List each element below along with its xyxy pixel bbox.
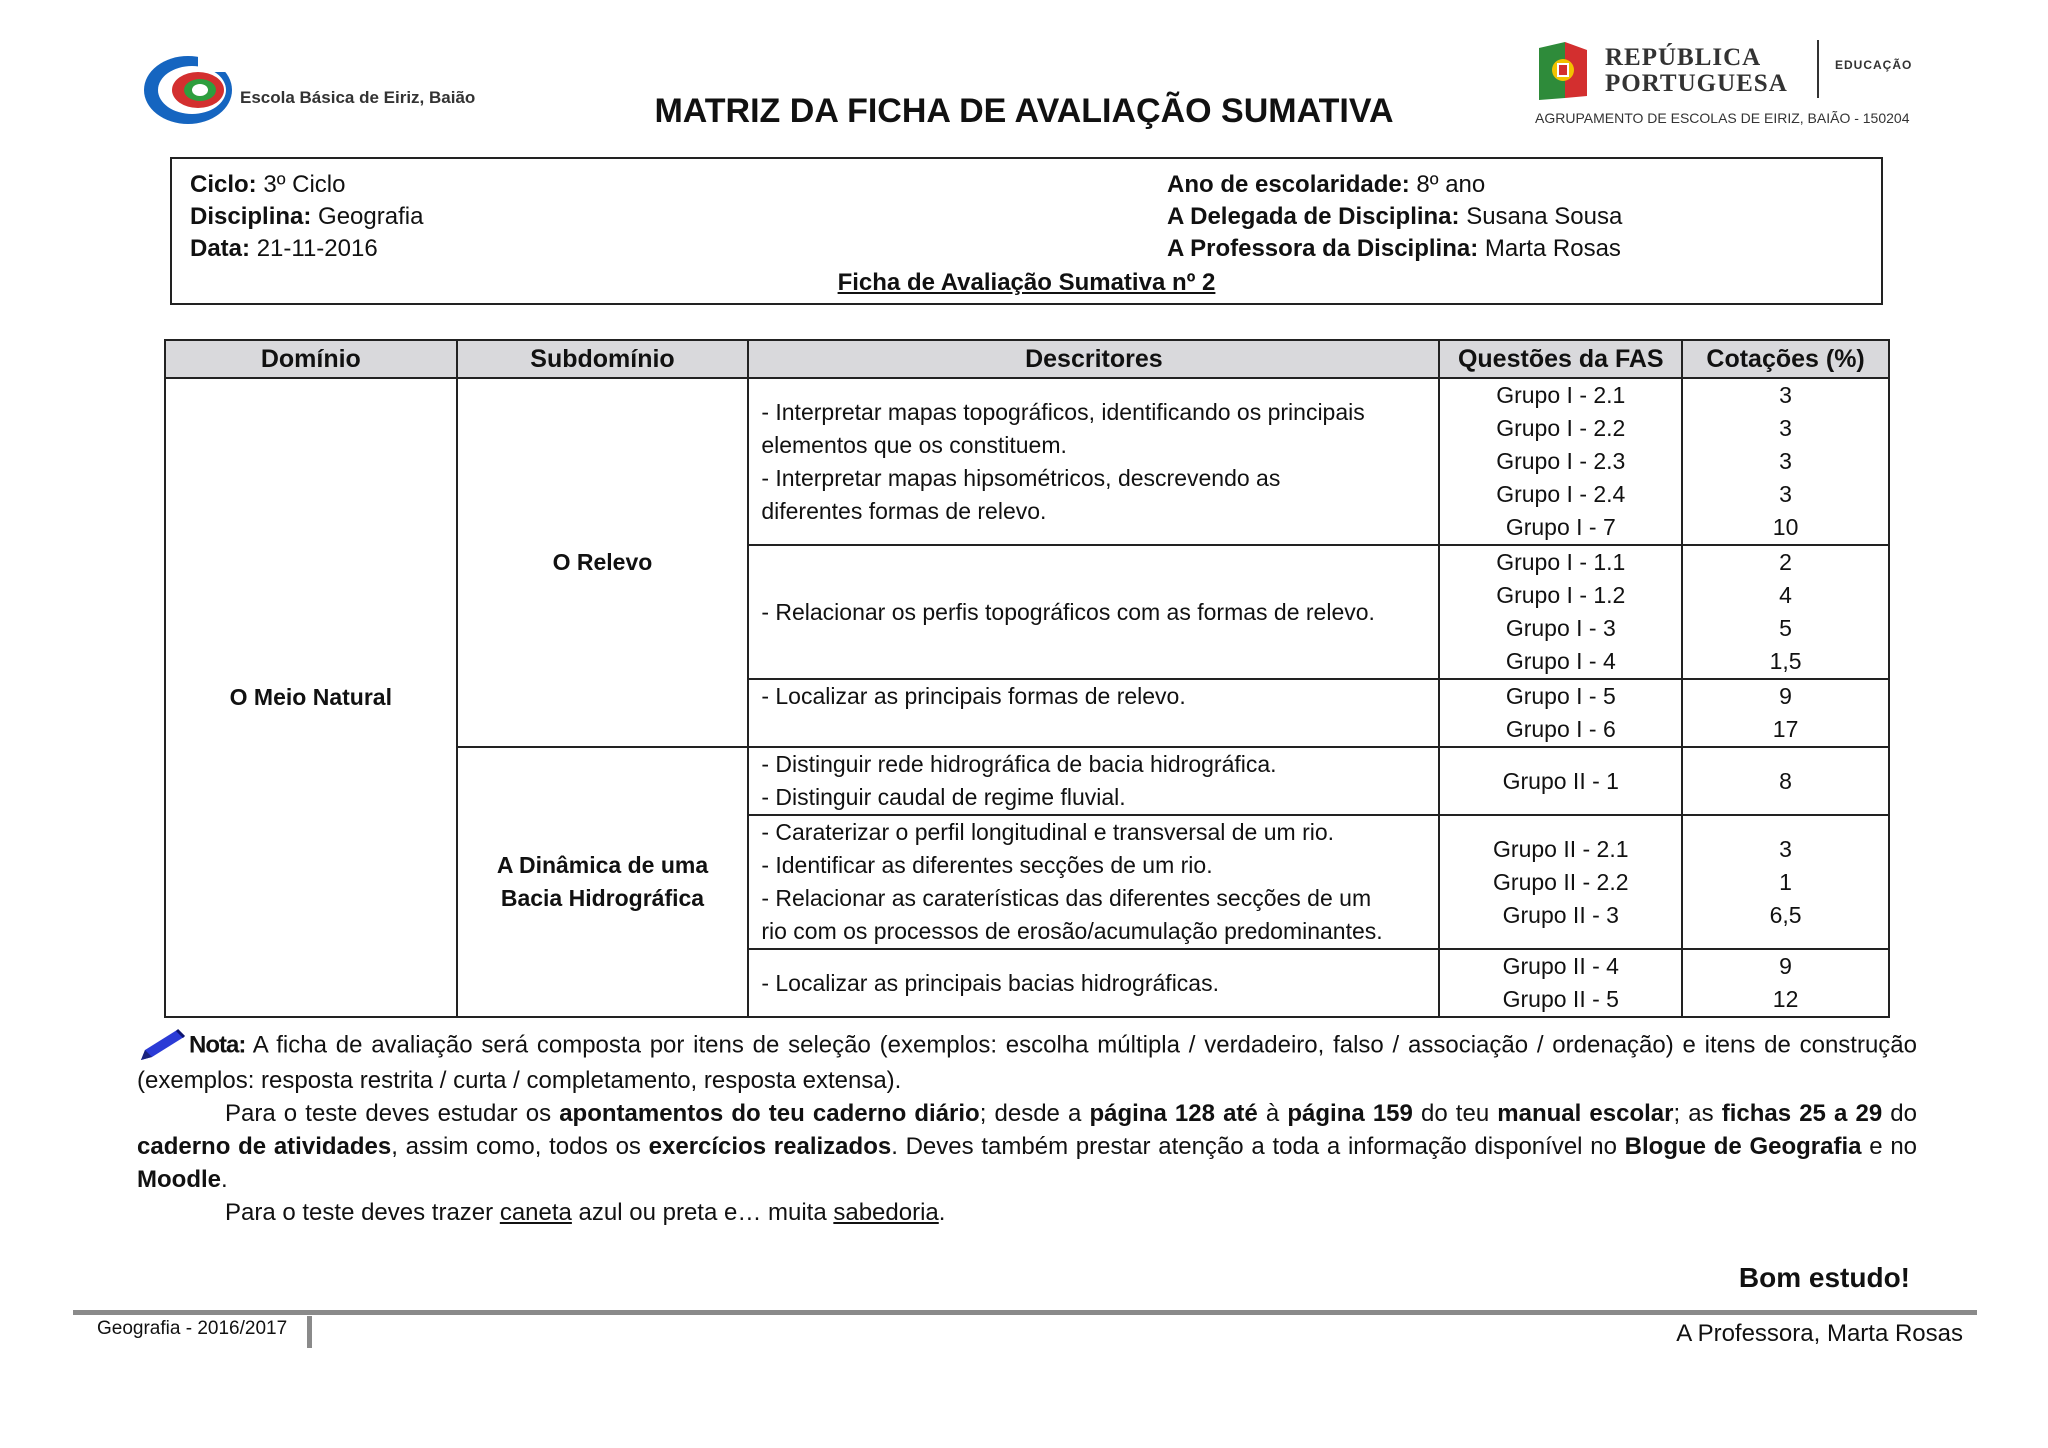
header-questoes: Questões da FAS <box>1439 340 1682 378</box>
questao: Grupo I - 5 <box>1505 683 1616 709</box>
underlined-run: caneta <box>499 1199 572 1226</box>
bold-run: página 159 <box>1287 1100 1413 1127</box>
cotacoes-cell <box>1682 747 1889 815</box>
nota-paragraph <box>137 1028 1917 1097</box>
professora-line <box>1167 235 1621 263</box>
descritor-line: - Identificar as diferentes secções de um rio. <box>761 852 1213 878</box>
delegada-value: Susana Sousa <box>1466 203 1623 230</box>
descritores-cell <box>748 679 1439 747</box>
cotacao: 9 <box>1779 953 1792 979</box>
bold-run: exercícios realizados <box>648 1133 892 1160</box>
descritor-line: elementos que os constituem. <box>761 431 1067 458</box>
nota-text: A ficha de avaliação será composta por itens de seleção (exemplos: escolha múltipla / verdadeiro, falso / associação / ordenação) e itens de construção (exemplos: resposta restrita / curta / completamento, resposta extensa). <box>137 1031 1917 1094</box>
descritor-line: - Interpretar mapas hipsométricos, descrevendo as <box>761 464 1281 491</box>
cotacao: 3 <box>1779 448 1792 474</box>
questao: Grupo II - 2.1 <box>1493 835 1629 862</box>
info-box <box>170 157 1883 305</box>
footer-rule <box>73 1310 1977 1315</box>
bold-run: Moodle <box>137 1166 221 1193</box>
text-run: Para o teste deves estudar os <box>225 1100 560 1127</box>
questao: Grupo I - 2.4 <box>1496 481 1626 507</box>
questao: Grupo I - 1.1 <box>1496 549 1626 575</box>
descritor-line: - Relacionar os perfis topográficos com as formas de relevo. <box>761 598 1375 625</box>
bold-run: manual escolar <box>1497 1100 1674 1127</box>
questao: Grupo II - 1 <box>1502 767 1619 794</box>
questoes-cell <box>1439 679 1682 747</box>
descritor-line: diferentes formas de relevo. <box>761 497 1047 524</box>
republica-line1: REPÚBLICA <box>1605 44 1762 71</box>
questoes-cell <box>1439 949 1682 1017</box>
bom-estudo: Bom estudo! <box>1738 1262 1910 1293</box>
text-run: ; desde a <box>979 1100 1090 1127</box>
ano-value: 8º ano <box>1416 171 1486 198</box>
questoes-cell <box>1439 545 1682 679</box>
delegada-line <box>1167 203 1622 231</box>
cotacoes-cell <box>1682 679 1889 747</box>
questao: Grupo I - 2.1 <box>1496 382 1626 408</box>
notes-section <box>137 1028 1917 1229</box>
disciplina-label: Disciplina: <box>190 203 312 230</box>
header-cotacoes: Cotações (%) <box>1682 340 1889 378</box>
questoes-cell <box>1439 747 1682 815</box>
text-run: e no <box>1861 1133 1918 1160</box>
questao: Grupo I - 4 <box>1505 648 1616 674</box>
text-run: Para o teste deves trazer <box>225 1199 500 1226</box>
subdominio-line: Bacia Hidrográfica <box>500 885 705 911</box>
disciplina-line <box>190 203 423 231</box>
cotacao: 9 <box>1779 683 1792 709</box>
header-descritores: Descritores <box>748 340 1439 378</box>
text-run: . <box>221 1166 228 1193</box>
professora-value: Marta Rosas <box>1484 235 1621 262</box>
text-run: . Deves também prestar atenção a toda a informação disponível no <box>891 1133 1625 1160</box>
header-subdominio: Subdomínio <box>457 340 749 378</box>
underlined-run: sabedoria <box>833 1199 939 1226</box>
descritores-cell <box>748 949 1439 1017</box>
descritores-cell <box>748 545 1439 679</box>
questoes-cell <box>1439 378 1682 545</box>
questao: Grupo I - 7 <box>1505 514 1616 540</box>
questao: Grupo I - 2.2 <box>1496 415 1626 441</box>
cotacao: 17 <box>1772 716 1799 742</box>
bold-run: caderno de atividades <box>137 1133 392 1160</box>
text-run: . <box>938 1199 946 1226</box>
bold-run: página 128 até <box>1089 1100 1258 1127</box>
descritor-line: rio com os processos de erosão/acumulação predominantes. <box>761 918 1383 944</box>
questao: Grupo II - 3 <box>1502 901 1619 928</box>
cotacoes-cell <box>1682 949 1889 1017</box>
questao: Grupo II - 5 <box>1502 986 1619 1012</box>
questao: Grupo I - 2.3 <box>1496 448 1626 474</box>
table-row <box>165 378 1889 545</box>
subdominio-bacia <box>457 747 749 1017</box>
header-dominio: Domínio <box>165 340 457 378</box>
footer-subject: Geografia - 2016/2017 <box>97 1318 288 1339</box>
cotacao: 6,5 <box>1769 901 1802 928</box>
republica-divider <box>1817 40 1819 98</box>
professora-label: A Professora da Disciplina: <box>1167 235 1479 262</box>
cotacao: 1,5 <box>1769 648 1802 674</box>
study-paragraph <box>137 1097 1917 1196</box>
footer-divider <box>307 1316 312 1348</box>
cotacao: 3 <box>1779 415 1792 441</box>
descritor-line: - Interpretar mapas topográficos, identificando os principais <box>761 398 1365 425</box>
cotacoes-cell <box>1682 815 1889 949</box>
questao: Grupo I - 1.2 <box>1496 582 1626 608</box>
delegada-label: A Delegada de Disciplina: <box>1167 203 1460 230</box>
text-run: , assim como, todos os <box>391 1133 649 1160</box>
descritores-cell <box>748 815 1439 949</box>
descritor-line: - Localizar as principais bacias hidrográficas. <box>761 969 1219 996</box>
cotacao: 3 <box>1779 382 1792 408</box>
subdominio-relevo: O Relevo <box>457 378 749 747</box>
cotacao: 5 <box>1779 615 1792 641</box>
nota-label: Nota: <box>189 1031 246 1059</box>
cotacao: 12 <box>1772 986 1799 1012</box>
text-run: do <box>1882 1100 1917 1127</box>
text-run: azul ou preta e… muita <box>571 1199 834 1226</box>
agrupamento-label: AGRUPAMENTO DE ESCOLAS DE EIRIZ, BAIÃO - 150204 <box>1535 110 1910 126</box>
footer-teacher: A Professora, Marta Rosas <box>1676 1320 1963 1347</box>
bring-paragraph <box>137 1196 1917 1229</box>
cotacao: 2 <box>1779 549 1792 575</box>
ciclo-value: 3º Ciclo <box>263 171 346 198</box>
bold-run: Blogue de Geografia <box>1624 1133 1862 1160</box>
cotacao: 3 <box>1779 835 1792 862</box>
questao: Grupo I - 3 <box>1505 615 1616 641</box>
data-value: 21-11-2016 <box>256 235 378 262</box>
ano-label: Ano de escolaridade: <box>1167 171 1410 198</box>
ano-line <box>1167 171 1485 199</box>
data-label: Data: <box>190 235 251 262</box>
text-run: do teu <box>1412 1100 1498 1127</box>
questoes-cell <box>1439 815 1682 949</box>
questao: Grupo II - 2.2 <box>1493 868 1629 895</box>
republica-line2: PORTUGUESA <box>1605 70 1788 97</box>
ficha-title: Ficha de Avaliação Sumativa nº 2 <box>837 269 1216 296</box>
cotacao: 1 <box>1779 868 1792 895</box>
cotacao: 3 <box>1779 481 1792 507</box>
ciclo-label: Ciclo: <box>190 171 257 198</box>
educacao-label: EDUCAÇÃO <box>1835 58 1913 72</box>
descritores-cell <box>748 378 1439 545</box>
disciplina-value: Geografia <box>318 203 424 230</box>
descritores-cell <box>748 747 1439 815</box>
table-header-row <box>165 340 1889 378</box>
text-run: ; as <box>1673 1100 1722 1127</box>
cotacao: 8 <box>1779 767 1792 794</box>
subdominio-line: A Dinâmica de uma <box>496 852 709 878</box>
cotacao: 4 <box>1779 582 1792 608</box>
page-title: MATRIZ DA FICHA DE AVALIAÇÃO SUMATIVA <box>654 92 1394 130</box>
data-line <box>190 235 378 263</box>
descritor-line: - Relacionar as caraterísticas das diferentes secções de um <box>761 885 1372 911</box>
cotacoes-cell <box>1682 545 1889 679</box>
descritor-line: - Localizar as principais formas de relevo. <box>761 683 1186 709</box>
questao: Grupo II - 4 <box>1502 953 1619 979</box>
bold-run: apontamentos do teu caderno diário <box>559 1100 980 1127</box>
descritor-line: - Distinguir rede hidrográfica de bacia hidrográfica. <box>761 751 1277 777</box>
cotacao: 10 <box>1772 514 1799 540</box>
pencil-icon <box>137 1028 187 1064</box>
cotacoes-cell <box>1682 378 1889 545</box>
dominio-cell: O Meio Natural <box>165 378 457 1017</box>
descritor-line: - Distinguir caudal de regime fluvial. <box>761 784 1126 810</box>
questao: Grupo I - 6 <box>1505 716 1616 742</box>
descritor-line: - Caraterizar o perfil longitudinal e transversal de um rio. <box>761 819 1335 845</box>
school-name: Escola Básica de Eiriz, Baião <box>240 88 476 107</box>
text-run: à <box>1257 1100 1288 1127</box>
bold-run: fichas 25 a 29 <box>1721 1100 1883 1127</box>
ciclo-line <box>190 171 345 199</box>
matrix-table <box>164 339 1890 1018</box>
